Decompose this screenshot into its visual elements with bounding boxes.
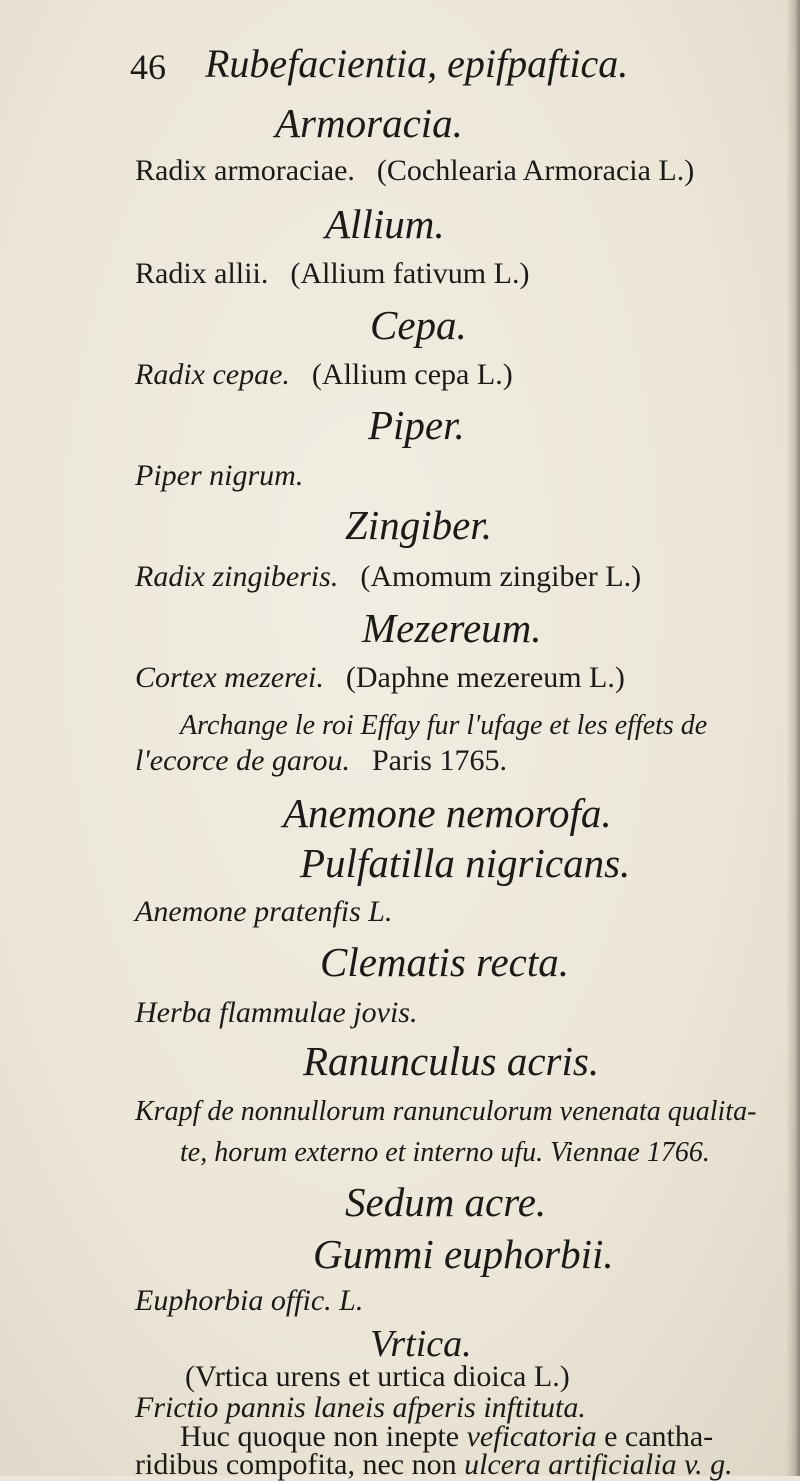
page-number: 46 xyxy=(130,47,166,87)
page-edge-shadow xyxy=(786,0,800,1476)
heading-pulfatilla-nigricans: Pulfatilla nigricans. xyxy=(300,840,631,886)
entry-detail: (Daphne mezereum L.) xyxy=(345,661,625,694)
entry-detail: ridibus compofita, nec non xyxy=(135,1448,457,1481)
entry-line xyxy=(135,360,513,390)
entry-term: veficatoria xyxy=(466,1420,597,1453)
entry-detail: (Amomum zingiber L.) xyxy=(360,560,642,593)
entry-line: Piper nigrum. xyxy=(135,459,304,492)
heading-allium: Allium. xyxy=(325,201,445,247)
entry-detail: Huc quoque non inepte xyxy=(180,1420,460,1453)
entry-detail: (Allium fativum L.) xyxy=(290,257,530,290)
entry-detail: Paris 1765. xyxy=(371,744,507,777)
heading-sedum-acre: Sedum acre. xyxy=(345,1179,547,1225)
entry-reference: l'ecorce de garou. xyxy=(135,744,350,777)
heading-ranunculus-acris: Ranunculus acris. xyxy=(303,1038,600,1084)
entry-reference: Archange le roi Effay fur l'ufage et les effets de xyxy=(180,710,708,741)
heading-piper: Piper. xyxy=(368,402,465,448)
heading-gummi-euphorbii: Gummi euphorbii. xyxy=(313,1231,614,1277)
entry-label: Radix allii. xyxy=(135,257,269,290)
heading-armoracia: Armoracia. xyxy=(275,100,463,146)
entry-line xyxy=(135,1393,586,1423)
entry-line: Anemone pratenfis L. xyxy=(135,895,393,928)
entry-line xyxy=(135,746,507,776)
entry-line xyxy=(135,259,529,289)
entry-line: Euphorbia offic. L. xyxy=(135,1284,364,1317)
heading-clematis-recta: Clematis recta. xyxy=(320,939,570,985)
entry-label: Frictio xyxy=(135,1391,219,1424)
entry-line xyxy=(135,663,625,693)
entry-detail: e cantha- xyxy=(604,1420,714,1453)
entry-label: Radix armoraciae. xyxy=(135,154,355,187)
entry-line xyxy=(185,1362,570,1392)
heading-zingiber: Zingiber. xyxy=(345,502,492,548)
heading-cepa: Cepa. xyxy=(370,302,467,348)
entry-detail: pannis laneis afperis inftituta. xyxy=(225,1391,586,1424)
heading-mezereum: Mezereum. xyxy=(362,605,542,651)
entry-term: ulcera artificialia xyxy=(464,1448,677,1481)
entry-detail: (Vrtica urens et urtica dioica L.) xyxy=(185,1360,570,1393)
entry-detail: (Allium cepa L.) xyxy=(311,358,513,391)
entry-line: Herba flammulae jovis. xyxy=(135,996,418,1029)
heading-anemone-nemorofa: Anemone nemorofa. xyxy=(283,790,612,836)
entry-label: Radix cepae. xyxy=(135,358,290,391)
entry-detail: (Cochlearia Armoracia L.) xyxy=(376,154,695,187)
entry-label: Cortex mezerei. xyxy=(135,661,324,694)
entry-label: Radix zingiberis. xyxy=(135,560,339,593)
entry-reference: Krapf de nonnullorum ranunculorum venenata qualita- xyxy=(135,1096,757,1127)
entry-line xyxy=(135,156,694,186)
running-title: Rubefacientia, epifpaftica. xyxy=(205,41,629,86)
entry-detail: v. g. xyxy=(684,1448,733,1481)
heading-vrtica: Vrtica. xyxy=(370,1323,472,1365)
entry-reference: te, horum externo et interno ufu. Viennae 1766. xyxy=(180,1137,710,1168)
entry-line xyxy=(135,562,641,592)
